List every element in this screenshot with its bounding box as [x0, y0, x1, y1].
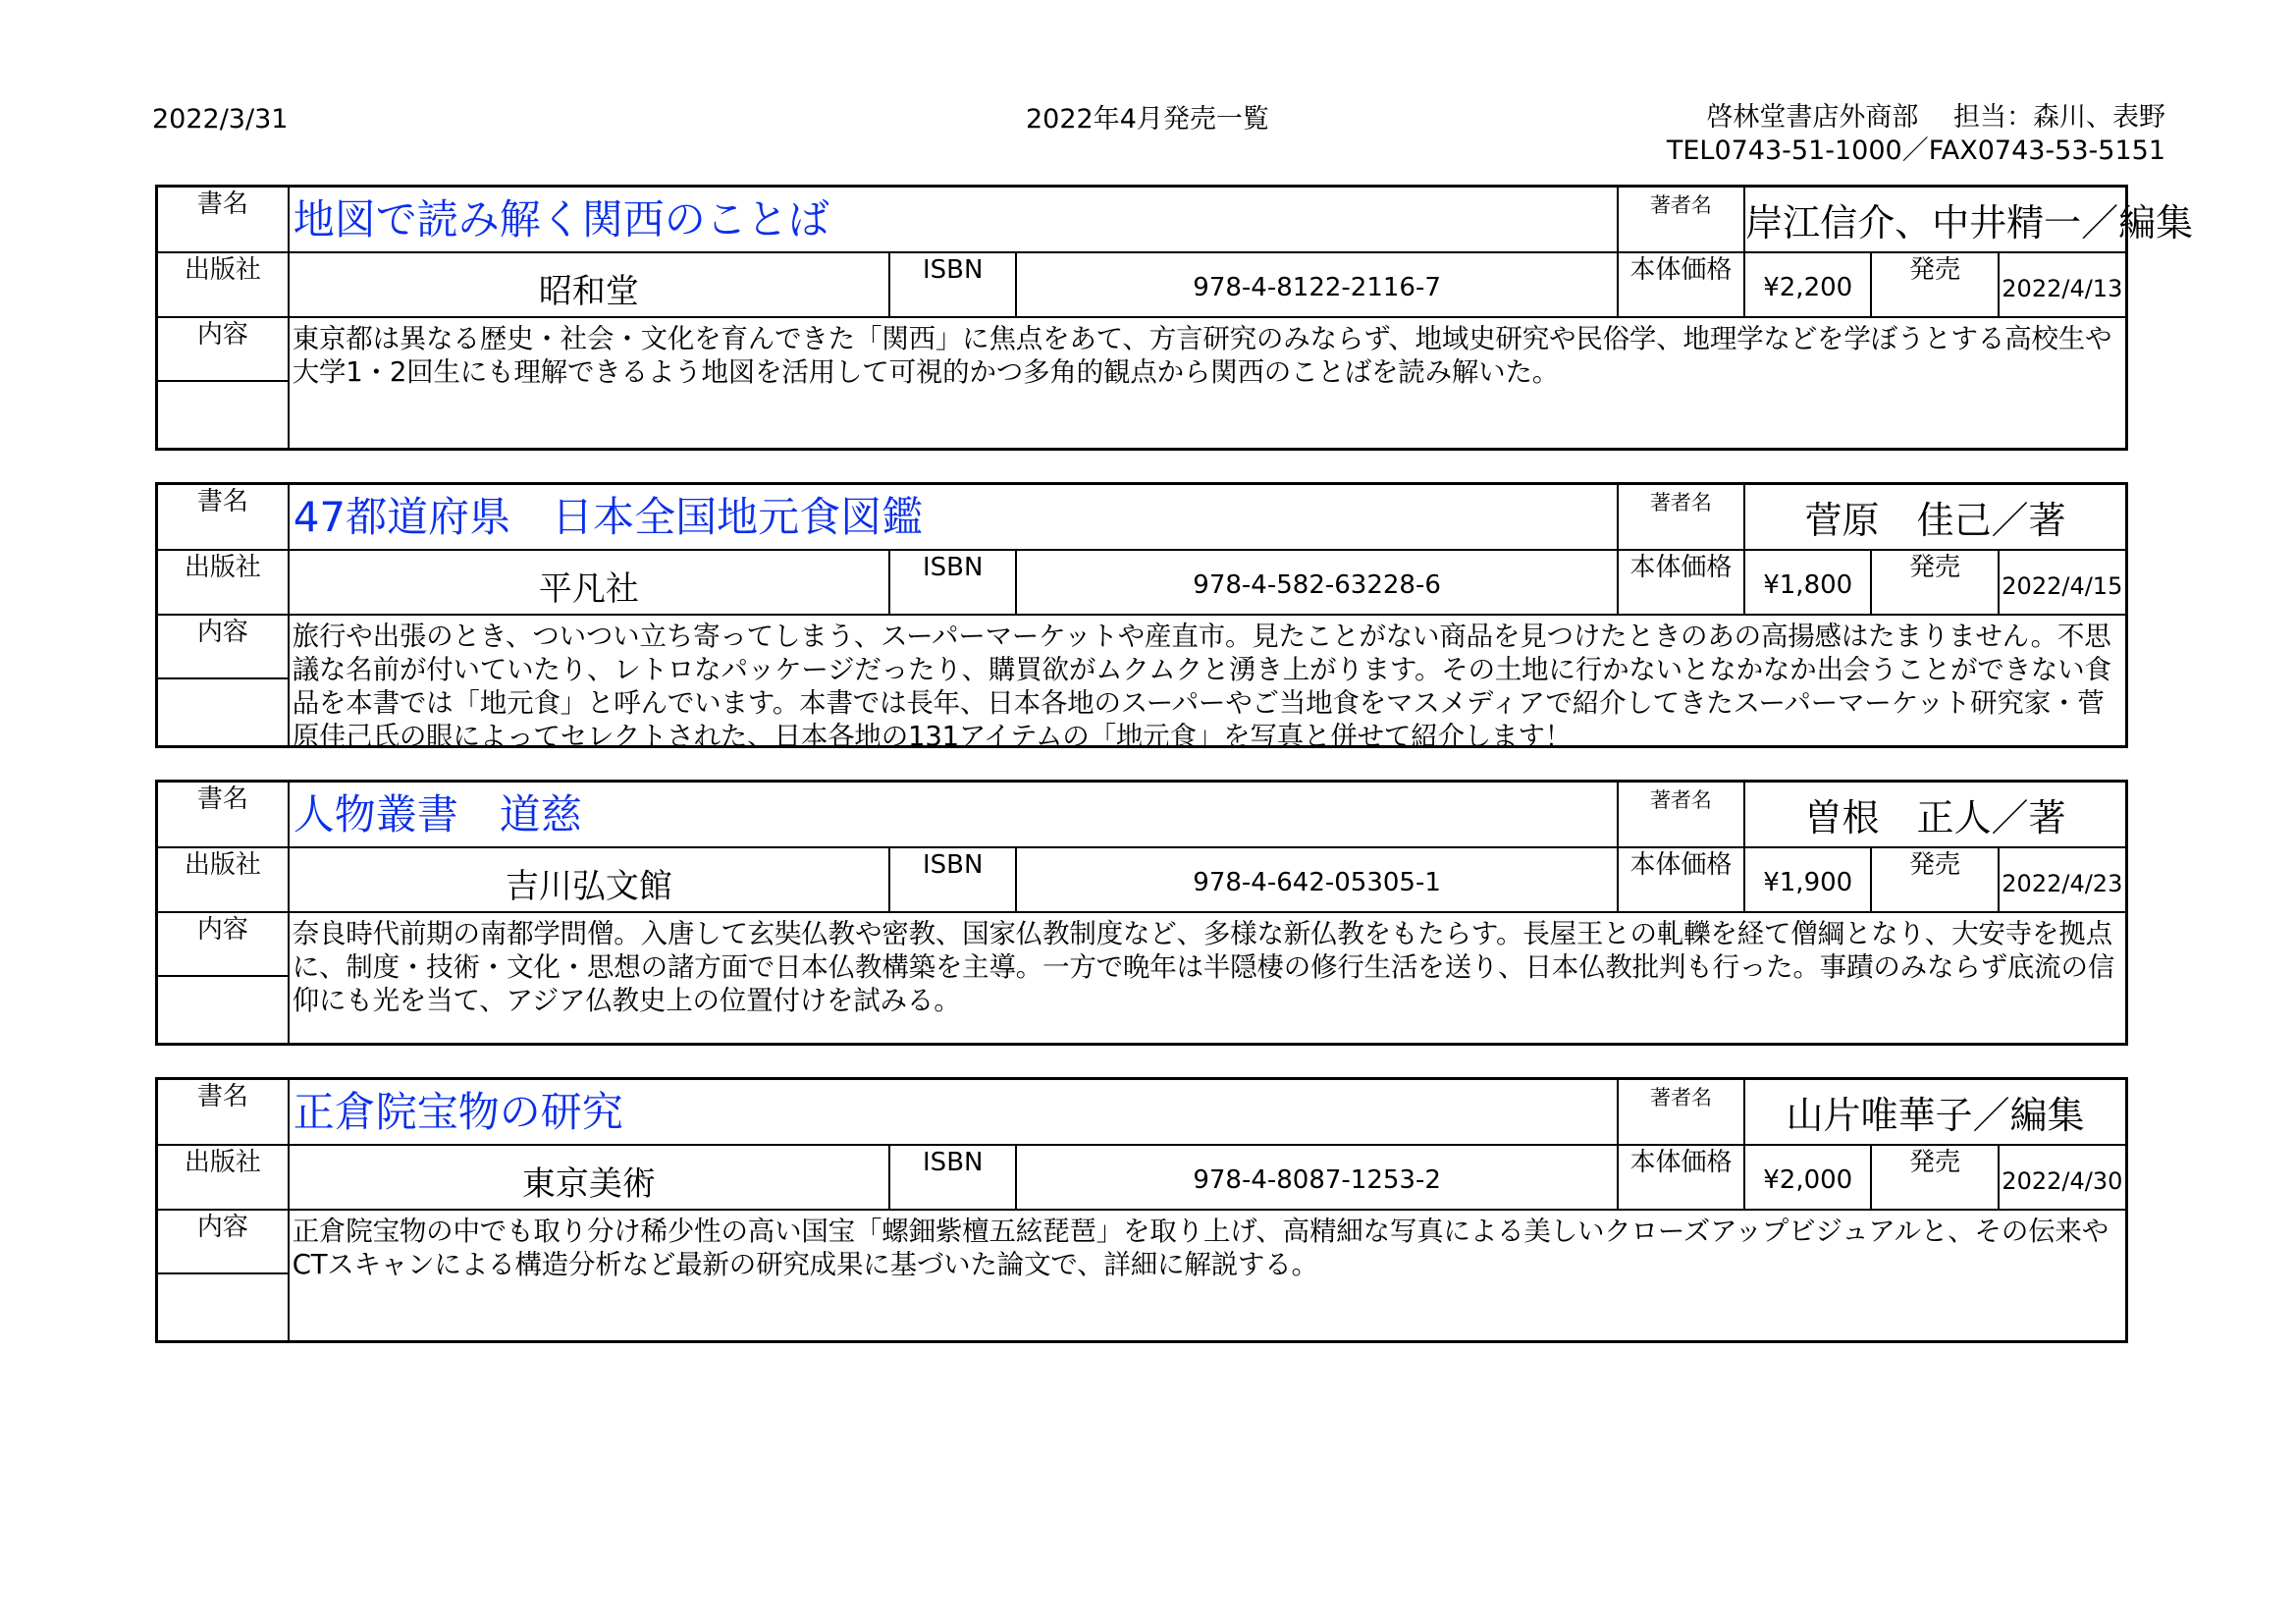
book-price: ¥1,900 — [1744, 847, 1871, 912]
isbn-label: ISBN — [889, 252, 1016, 317]
release-label: 発売 — [1871, 847, 1998, 912]
book-description-cell — [289, 1210, 2125, 1340]
book-publisher: 東京美術 — [289, 1145, 889, 1210]
isbn-label: ISBN — [889, 550, 1016, 615]
book-publisher: 吉川弘文館 — [289, 847, 889, 912]
book-isbn: 978-4-8122-2116-7 — [1016, 252, 1617, 317]
author-label: 著者名 — [1618, 485, 1744, 550]
book-publisher: 昭和堂 — [289, 252, 889, 317]
book-description-cell — [289, 615, 2125, 752]
book-price: ¥1,800 — [1744, 550, 1871, 615]
book-release-date: 2022/4/15 — [1999, 550, 2125, 615]
release-label: 発売 — [1871, 252, 1998, 317]
book-isbn: 978-4-642-05305-1 — [1016, 847, 1617, 912]
book-description: 旅行や出張のとき、ついつい立ち寄ってしまう、スーパーマーケットや産直市。見たことがない商品を見つけたときのあの高揚感はたまりません。不思議な名前が付いていたり、レトロなパッケージだったり、購買欲がムクムクと湧き上がります。その土地に行かないとなかなか出会うことができない食品を本書では「地元食」と呼んでいます。本書では長年、日本各地のスーパーやご当地食をマスメディアで紹介してきたスーパーマーケット研究家・菅原佳己氏の眼によってセレクトされた、日本各地の131アイテムの「地元食」を写真と併せて紹介します！ — [292, 621, 2111, 752]
content-label: 内容 — [158, 912, 289, 976]
book-release-date: 2022/4/23 — [1999, 847, 2125, 912]
book-description: 東京都は異なる歴史・社会・文化を育んできた「関西」に焦点をあて、方言研究のみならず、地域史研究や民俗学、地理学などを学ぼうとする高校生や大学1・2回生にも理解できるよう地図を活用して可視的かつ多角的観点から関西のことばを読み解いた。 — [292, 323, 2112, 388]
shop-and-staff: 啓林堂書店外商部 担当：森川、表野 — [1706, 102, 2165, 133]
author-label: 著者名 — [1618, 1080, 1744, 1145]
author-label: 著者名 — [1618, 188, 1744, 252]
book-title: 人物叢書 道慈 — [289, 783, 1618, 847]
book-publisher: 平凡社 — [289, 550, 889, 615]
title-label: 書名 — [158, 783, 289, 847]
title-label: 書名 — [158, 188, 289, 252]
isbn-label: ISBN — [889, 1145, 1016, 1210]
content-label-spacer — [158, 381, 289, 448]
book-description: 奈良時代前期の南都学問僧。入唐して玄奘仏教や密教、国家仏教制度など、多様な新仏教をもたらす。長屋王との軋轢を経て僧綱となり、大安寺を拠点に、制度・技術・文化・思想の諸方面で日本仏教構築を主導。一方で晩年は半隠棲の修行生活を送り、日本仏教批判も行った。事蹟のみならず底流の信仰にも光を当て、アジア仏教史上の位置付けを試みる。 — [292, 918, 2115, 1016]
price-label: 本体価格 — [1618, 1145, 1744, 1210]
content-label: 内容 — [158, 317, 289, 381]
title-label: 書名 — [158, 485, 289, 550]
publisher-label: 出版社 — [158, 550, 289, 615]
book-title: 47都道府県 日本全国地元食図鑑 — [289, 485, 1618, 550]
isbn-label: ISBN — [889, 847, 1016, 912]
book-author: 曽根 正人／著 — [1744, 783, 2125, 847]
content-label: 内容 — [158, 615, 289, 678]
book-isbn: 978-4-582-63228-6 — [1016, 550, 1617, 615]
book-isbn: 978-4-8087-1253-2 — [1016, 1145, 1617, 1210]
publisher-label: 出版社 — [158, 252, 289, 317]
book-description-cell — [289, 912, 2125, 1043]
price-label: 本体価格 — [1618, 252, 1744, 317]
book-table — [158, 485, 2125, 752]
book-entry — [155, 185, 2194, 451]
book-title: 正倉院宝物の研究 — [289, 1080, 1618, 1145]
book-entry — [155, 482, 2128, 752]
content-label: 内容 — [158, 1210, 289, 1273]
content-label-spacer — [158, 976, 289, 1043]
book-release-date: 2022/4/13 — [1999, 252, 2125, 317]
shop-contact: TEL0743-51-1000／FAX0743-53-5151 — [1666, 135, 2165, 166]
book-author: 菅原 佳己／著 — [1744, 485, 2125, 550]
book-title: 地図で読み解く関西のことば — [289, 188, 1618, 252]
book-table — [158, 1080, 2125, 1340]
book-description: 正倉院宝物の中でも取り分け稀少性の高い国宝「螺鈿紫檀五絃琵琶」を取り上げ、高精細な写真による美しいクローズアップビジュアルと、その伝来やCTスキャンによる構造分析など最新の研究成果に基づいた論文で、詳細に解説する。 — [292, 1216, 2109, 1280]
publisher-label: 出版社 — [158, 1145, 289, 1210]
book-price: ¥2,200 — [1744, 252, 1871, 317]
book-entry — [155, 1077, 2128, 1343]
title-label: 書名 — [158, 1080, 289, 1145]
book-entry — [155, 780, 2128, 1046]
print-date: 2022/3/31 — [152, 104, 289, 135]
publisher-label: 出版社 — [158, 847, 289, 912]
content-label-spacer — [158, 1273, 289, 1340]
book-price: ¥2,000 — [1744, 1145, 1871, 1210]
book-release-date: 2022/4/30 — [1999, 1145, 2125, 1210]
price-label: 本体価格 — [1618, 847, 1744, 912]
document-title: 2022年4月発売一覧 — [1026, 104, 1269, 135]
release-label: 発売 — [1871, 550, 1998, 615]
author-label: 著者名 — [1618, 783, 1744, 847]
book-table — [158, 783, 2125, 1043]
book-table — [158, 188, 2194, 448]
book-author: 山片唯華子／編集 — [1744, 1080, 2125, 1145]
book-author: 岸江信介、中井精一／編集 — [1744, 188, 2125, 252]
content-label-spacer — [158, 678, 289, 745]
price-label: 本体価格 — [1618, 550, 1744, 615]
book-description-cell — [289, 317, 2125, 448]
release-label: 発売 — [1871, 1145, 1998, 1210]
